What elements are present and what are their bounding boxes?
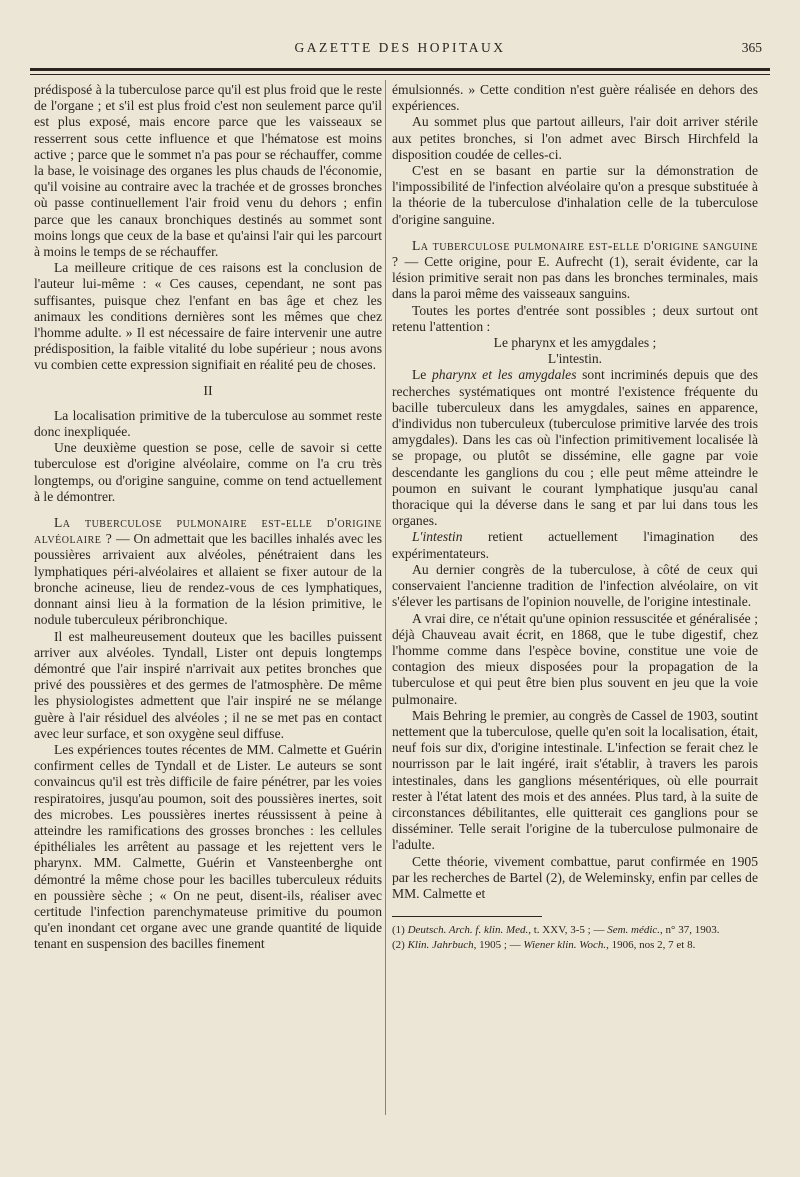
list-item: Le pharynx et les amygdales ;: [493, 335, 657, 351]
paragraph: [392, 238, 758, 303]
citation-text: , 1905 ; —: [473, 939, 524, 952]
paragraph-lead: Le: [412, 367, 432, 383]
paragraph-body: retient actuellement l'imagination des expérimentateurs.: [392, 529, 758, 561]
paragraph-body: sont incriminés depuis que des recherches systématiques ont montré l'existence fréquente du bacille tuberculeux dans les amygdales, saines en apparence, d'individus non tuberculeux (tuberculose primitive larvée des trois amygdales). Dans les cas où l'infection primitivement localisée là se propage, ou plutôt se dissémine, elle gagne par voie descendante les ganglions du cou ; elle peut même atteindre le poumon en suivant le courant lymphatique jusqu'au canal thoracique qui la déverse dans le sang et par lui dans tous les organes.: [392, 367, 758, 529]
paragraph: Les expériences toutes récentes de MM. Calmette et Guérin confirment celles de Tyndall et de Lister. Le auteurs se sont convaincus qu'il est très difficile de faire pénétrer, par les voies respiratoires, jusqu'au poumon, soit des poussières inertes, soit des microbes. Les poussières inertes réussissent à peine à atteindre les ramifications des grosses bronches : les cellules épithéliales les arrêtent au passage et les rejettent vers le pharynx. MM. Calmette, Guérin et Vansteenberghe ont démontré la même chose pour les bacilles tuberculeux réduits en poussière sèche ; « On ne peut, disent-ils, réaliser avec certitude l'infection parenchymateuse primitive du poumon qu'en inondant cet organe avec une grande quantité de liquide tenant en suspension des bacilles finement: [34, 741, 382, 952]
footnote-number: (1): [392, 924, 408, 937]
paragraph: A vrai dire, ce n'était qu'une opinion ressuscitée et généralisée ; déjà Chauveau avait écrit, en 1868, que le tube digestif, chez l'homme comme dans l'espèce bovine, constitue une voie de contagion des mieux disposées pour la propagation de la tuberculose et qui peut être bien plus souvent en jeu que la voie pulmonaire.: [392, 610, 758, 707]
list-item: L'intestin.: [547, 351, 603, 367]
footnote-number: (2): [392, 939, 408, 952]
header-rule-thin: [30, 74, 770, 75]
paragraph: Au dernier congrès de la tuberculose, à côté de ceux qui conservaient l'ancienne tradition de l'infection alvéolaire, on vit s'élever les partisans de l'opinion nouvelle, de l'origine intestinale.: [392, 561, 758, 610]
paragraph-body: — On admettait que les bacilles inhalés avec les poussières arrivaient aux alvéoles, pénétraient dans les lymphatiques péri-alvéolaires et allaient se fixer autour de la bronche acineuse, lieu de rendez-vous de ces lymphatiques, donnant ainsi lieu à la formation de la lésion primitive, le nodule tuberculeux péribronchique.: [34, 531, 382, 628]
paragraph: émulsionnés. » Cette condition n'est guère réalisée en dehors des expériences.: [392, 82, 758, 114]
paragraph: Mais Behring le premier, au congrès de Cassel de 1903, soutint nettement que la tuberculose, quelle qu'en soit la localisation, était, neuf fois sur dix, d'origine intestinale. L'infection se ferait chez le nourrisson par le lait ingéré, irait s'établir, à travers les parois intestinales, dans les ganglions mésentériques, où elle pourrait rester à l'état latent des mois et des années. Plus tard, à la suite de circonstances débilitantes, elle quitterait ces ganglions pour se disséminer. Telle serait l'origine de la tuberculose pulmonaire de l'adulte.: [392, 707, 758, 853]
paragraph: [34, 515, 382, 628]
column-divider: [385, 80, 386, 1115]
paragraph: [392, 529, 758, 561]
emphasis: L'intestin: [412, 529, 463, 545]
paragraph: La localisation primitive de la tuberculose au sommet reste donc inexpliquée.: [34, 407, 382, 440]
paragraph: C'est en se basant en partie sur la démonstration de l'impossibilité de l'infection alvéolaire qu'on a presque substituée à la théorie de la tuberculose d'inhalation celle de la tuberculose d'origine sanguine.: [392, 163, 758, 227]
subsection-heading: La tuberculose pulmonaire est-elle d'origine sanguine ?: [392, 237, 758, 270]
citation-title: Sem. médic.: [607, 924, 661, 937]
paragraph: [392, 367, 758, 529]
footnote: [392, 923, 758, 937]
footnote-rule: [392, 916, 542, 917]
section-number: II: [203, 383, 213, 399]
page-header: [30, 40, 770, 64]
header-rule-thick: [30, 68, 770, 71]
paragraph: Une deuxième question se pose, celle de savoir si cette tuberculose est d'origine alvéolaire, comme on l'a cru très longtemps, ou d'origine sanguine, comme on tend actuellement à le démontrer.: [34, 440, 382, 504]
paragraph: Au sommet plus que partout ailleurs, l'air doit arriver stérile aux petites bronches, si l'on admet avec Birsch Hirchfeld la disposition coudée de celles-ci.: [392, 114, 758, 162]
paragraph-body: — Cette origine, pour E. Aufrecht (1), serait évidente, car la lésion primitive serait non pas dans les bronches terminales, mais dans la paroi même des vaisseaux sanguins.: [392, 254, 758, 302]
citation-title: Deutsch. Arch. f. klin. Med.: [407, 924, 529, 937]
citation-text: , n° 37, 1903.: [660, 924, 720, 937]
paragraph: La meilleure critique de ces raisons est la conclusion de l'auteur lui-même : « Ces causes, cependant, ne sont pas suffisantes, puisque chez l'enfant en bas âge et chez les animaux les conditions dernières sont les mêmes que chez l'homme adulte. » Il est nécessaire de faire intervenir une autre prédisposition, la faible vitalité du lobe supérieur ; nous avons vu combien cette expression signifiait en réalité peu de choses.: [34, 260, 382, 373]
citation-text: , t. XXV, 3-5 ; —: [528, 924, 608, 937]
paragraph: Cette théorie, vivement combattue, parut confirmée en 1905 par les recherches de Bartel (2), de Weleminsky, enfin par celles de MM. Calmette et: [392, 853, 758, 901]
footnotes: [392, 923, 758, 952]
right-column: [392, 82, 758, 953]
citation-title: Klin. Jahrbuch: [407, 939, 474, 952]
footnote: [392, 938, 758, 952]
citation-text: , 1906, nos 2, 7 et 8.: [606, 939, 696, 952]
citation-title: Wiener klin. Woch.: [523, 939, 607, 952]
left-column: [34, 82, 382, 953]
emphasis: pharynx et les amygdales: [431, 367, 577, 383]
paragraph: Toutes les portes d'entrée sont possibles ; deux surtout ont retenu l'attention :: [392, 302, 758, 334]
paragraph: prédisposé à la tuberculose parce qu'il est plus froid que le reste de l'organe ; et s'il est plus froid c'est non seulement parce qu'il est plus exposé, mais encore parce que les vaisseaux se resserrent sous cette influence et que l'hématose est moins active ; parce que le sommet n'a pas pour se réchauffer, comme la base, le voisinage des organes les plus chauds de l'économie, qu'il voisine au contraire avec la trachée et de grosses bronches où passe continuellement l'air froid venu du dehors ; enfin parce que les canaux bronchiques destinés au sommet sont moins longs que ceux de la base et qu'ainsi l'air qui les parcourt à moins le temps de se réchauffer.: [34, 82, 382, 260]
subsection-heading: La tuberculose pulmonaire est-elle d'origine alvéolaire ?: [34, 515, 382, 547]
journal-title: GAZETTE DES HOPITAUX: [294, 40, 506, 55]
paragraph: Il est malheureusement douteux que les bacilles puissent arriver aux alvéoles. Tyndall, Lister ont depuis longtemps démontré que l'air inspiré n'arrivait aux petites bronches que privé des poussières et des germes de l'atmosphère. De même les physiologistes admettent que l'air inspiré ne se mélange guère à l'air résiduel des alvéoles ; il ne se met pas en contact avec leur surface, et son oxygène seul diffuse.: [34, 628, 382, 741]
page-number: 365: [741, 40, 762, 55]
